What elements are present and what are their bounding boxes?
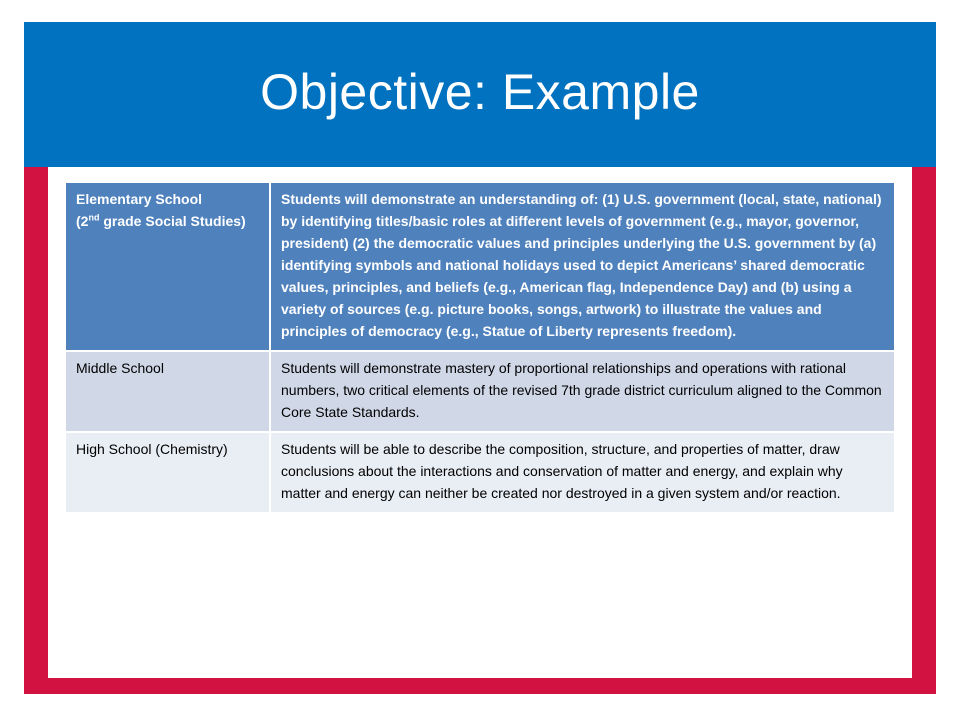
slide-title: Objective: Example xyxy=(260,63,700,120)
table-row-elementary xyxy=(65,182,895,351)
title-band xyxy=(24,22,936,167)
level-grade-suffix: grade Social Studies) xyxy=(99,213,246,229)
objective-cell-middle: Students will demonstrate mastery of proportional relationships and operations with rational numbers, two critical elements of the revised 7th grade district curriculum aligned to the Common Core State Standards. xyxy=(270,351,895,432)
objective-cell-elementary: Students will demonstrate an understanding of: (1) U.S. government (local, state, national) by identifying titles/basic roles at different levels of government (e.g., mayor, governor, president) (2) the democratic values and principles underlying the U.S. government by (a) identifying symbols and national holidays used to depict Americans’ shared democratic values, principles, and beliefs (e.g., American flag, Independence Day) and (b) using a variety of sources (e.g. picture books, songs, artwork) to illustrate the values and principles of democracy (e.g., Statue of Liberty represents freedom). xyxy=(270,182,895,351)
table-row-high xyxy=(65,432,895,513)
level-cell-elementary xyxy=(65,182,270,351)
objective-cell-high: Students will be able to describe the composition, structure, and properties of matter, draw conclusions about the interactions and conservation of matter and energy, and explain why matter and energy can neither be created nor destroyed in a given system and/or reaction. xyxy=(270,432,895,513)
level-grade-superscript: nd xyxy=(88,212,100,223)
objectives-table xyxy=(64,181,896,514)
table-row-middle xyxy=(65,351,895,432)
level-cell-middle: Middle School xyxy=(65,351,270,432)
level-cell-high: High School (Chemistry) xyxy=(65,432,270,513)
level-label-elementary: Elementary School xyxy=(76,191,203,207)
level-grade-prefix: (2 xyxy=(76,213,89,229)
